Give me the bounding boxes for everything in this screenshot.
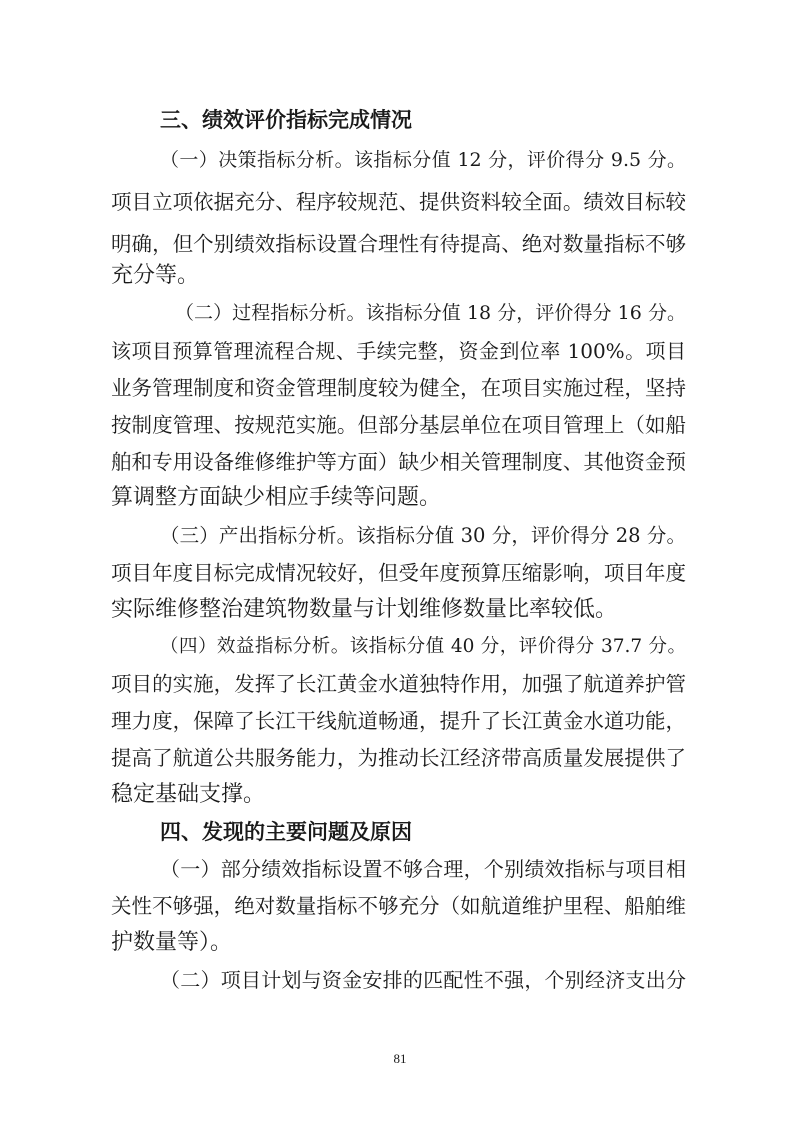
paragraph-line: 项目年度目标完成情况较好，但受年度预算压缩影响，项目年度 — [111, 561, 686, 585]
paragraph-line: 理力度，保障了长江干线航道畅通，提升了长江黄金水道功能， — [111, 709, 686, 733]
paragraph-line: 项目的实施，发挥了长江黄金水道独特作用，加强了航道养护管 — [111, 672, 686, 696]
paragraph-line: 提高了航道公共服务能力，为推动长江经济带高质量发展提供了 — [111, 746, 686, 770]
paragraph-line: 充分等。 — [111, 263, 200, 288]
section-4-heading: 四、发现的主要问题及原因 — [160, 820, 412, 844]
paragraph-line: 项目立项依据充分、程序较规范、提供资料较全面。绩效目标较 — [111, 190, 686, 214]
section-3-heading: 三、绩效评价指标完成情况 — [160, 108, 412, 132]
paragraph-line: （一）部分绩效指标设置不够合理，个别绩效指标与项目相 — [160, 857, 686, 881]
paragraph-line: 明确，但个别绩效指标设置合理性有待提高、绝对数量指标不够 — [111, 232, 686, 256]
paragraph-line: （三）产出指标分析。该指标分值 30 分，评价得分 28 分。 — [160, 524, 686, 547]
paragraph-line: （二）过程指标分析。该指标分值 18 分，评价得分 16 分。 — [175, 302, 686, 324]
paragraph-line: （二）项目计划与资金安排的匹配性不强，个别经济支出分 — [160, 968, 686, 992]
paragraph-line: 护数量等）。 — [111, 930, 233, 955]
paragraph-line: 按制度管理、按规范实施。但部分基层单位在项目管理上（如船 — [111, 413, 686, 437]
paragraph-line: 关性不够强，绝对数量指标不够充分（如航道维护里程、船舶维 — [111, 894, 686, 918]
paragraph-line: 舶和专用设备维修维护等方面）缺少相关管理制度、其他资金预 — [111, 450, 686, 474]
paragraph-line: 实际维修整治建筑物数量与计划维修数量比率较低。 — [111, 597, 618, 622]
paragraph-line: 该项目预算管理流程合规、手续完整，资金到位率 100%。项目 — [111, 339, 686, 363]
paragraph-line: （一）决策指标分析。该指标分值 12 分，评价得分 9.5 分。 — [160, 149, 686, 171]
paragraph-line: 算调整方面缺少相应手续等问题。 — [111, 485, 442, 510]
paragraph-line: （四）效益指标分析。该指标分值 40 分，评价得分 37.7 分。 — [160, 636, 686, 657]
paragraph-line: 业务管理制度和资金管理制度较为健全，在项目实施过程，坚持 — [111, 376, 686, 400]
paragraph-line: 稳定基础支撑。 — [111, 782, 266, 807]
page-number: 81 — [393, 1051, 407, 1066]
